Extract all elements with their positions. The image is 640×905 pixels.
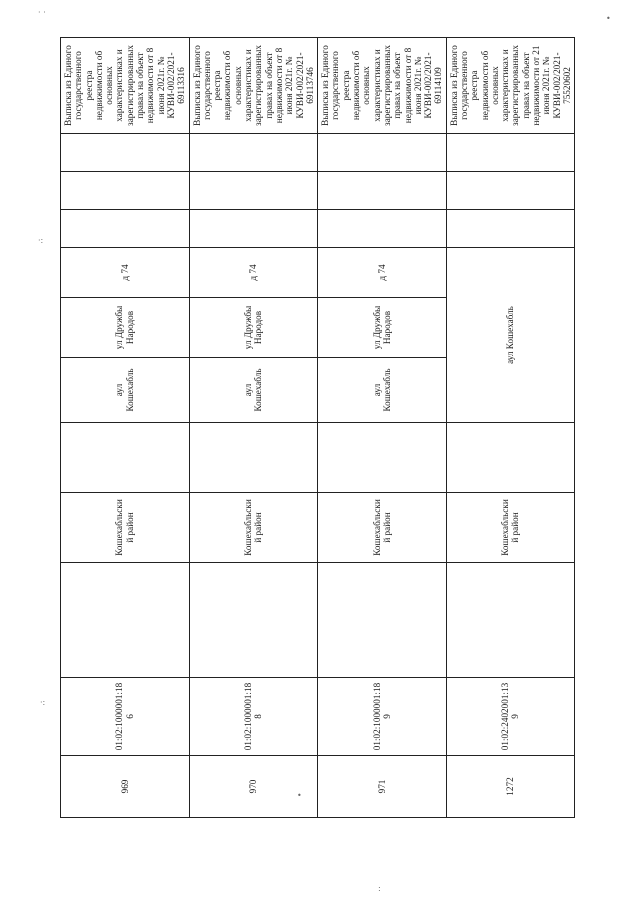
cell-empty (189, 423, 318, 493)
cell-empty (61, 563, 190, 678)
table-row (446, 38, 575, 818)
cell-street: ул Дружбы Народов (318, 298, 447, 358)
cell-empty (318, 172, 447, 210)
cell-document: Выписка из Единого государственного реестра недвижимости об основных характеристиках и зарегистрированных правах на объект недвижимости от 8 июня 2021г. № КУВИ-002/2021-69113746 (189, 38, 318, 134)
cell-cadastral-number: 01:02:1000001:188 (189, 678, 318, 756)
cell-empty (318, 134, 447, 172)
cell-district: Кошехабльский район (318, 493, 447, 563)
cell-empty (446, 134, 575, 172)
scan-mark-left-2: ·: (40, 698, 46, 707)
table-row (318, 38, 447, 818)
cell-number: 969 (61, 756, 190, 818)
cell-empty (446, 210, 575, 248)
cell-district: Кошехабльский район (446, 493, 575, 563)
scan-mark-bottom: : (378, 884, 381, 893)
cell-cadastral-number: 01:02:1000001:189 (318, 678, 447, 756)
cell-district: Кошехабльский район (189, 493, 318, 563)
cell-street: ул Дружбы Народов (61, 298, 190, 358)
cell-empty (318, 423, 447, 493)
cell-empty (61, 210, 190, 248)
cell-street: ул Дружбы Народов (189, 298, 318, 358)
cell-number: 971 (318, 756, 447, 818)
table-row (61, 38, 190, 818)
cell-empty (189, 172, 318, 210)
cell-empty (318, 210, 447, 248)
property-register-table (60, 37, 575, 818)
cell-settlement: аул Кошехабль (189, 358, 318, 423)
cell-settlement: аул Кошехабль (61, 358, 190, 423)
cell-cadastral-number: 01:02:1000001:186 (61, 678, 190, 756)
scan-mark-left-1: ·: (38, 236, 44, 245)
cell-empty (446, 563, 575, 678)
cell-empty (318, 563, 447, 678)
scan-mark-top-right: • (606, 14, 611, 23)
cell-empty (189, 210, 318, 248)
cell-settlement: аул Кошехабль (446, 248, 575, 423)
cell-empty (446, 423, 575, 493)
table-row (189, 38, 318, 818)
cell-number: 1272 (446, 756, 575, 818)
rotated-table-wrapper (60, 38, 572, 818)
cell-empty (446, 172, 575, 210)
scan-mark-dot: • (297, 791, 302, 800)
cell-district: Кошехабльский район (61, 493, 190, 563)
scan-mark-top-left: · · (38, 8, 46, 17)
cell-empty (189, 134, 318, 172)
cell-empty (61, 423, 190, 493)
cell-empty (61, 172, 190, 210)
cell-empty (189, 563, 318, 678)
cell-document: Выписка из Единого государственного реестра недвижимости об основных характеристиках и зарегистрированных правах на объект недвижимости от 8 июня 2021г. № КУВИ-002/2021-69113316 (61, 38, 190, 134)
cell-number: 970 (189, 756, 318, 818)
cell-house: д 74 (61, 248, 190, 298)
cell-house: д 74 (318, 248, 447, 298)
cell-house: д 74 (189, 248, 318, 298)
cell-document: Выписка из Единого государственного реестра недвижимости об основных характеристиках и зарегистрированных правах на объект недвижимости от 21 июня 2021г. № КУВИ-002/2021-75520602 (446, 38, 575, 134)
cell-empty (61, 134, 190, 172)
cell-cadastral-number: 01:02:2402001:139 (446, 678, 575, 756)
cell-settlement: аул Кошехабль (318, 358, 447, 423)
cell-document: Выписка из Единого государственного реестра недвижимости об основных характеристиках и зарегистрированных правах на объект недвижимости от 8 июня 2021г. № КУВИ-002/2021-69114109 (318, 38, 447, 134)
